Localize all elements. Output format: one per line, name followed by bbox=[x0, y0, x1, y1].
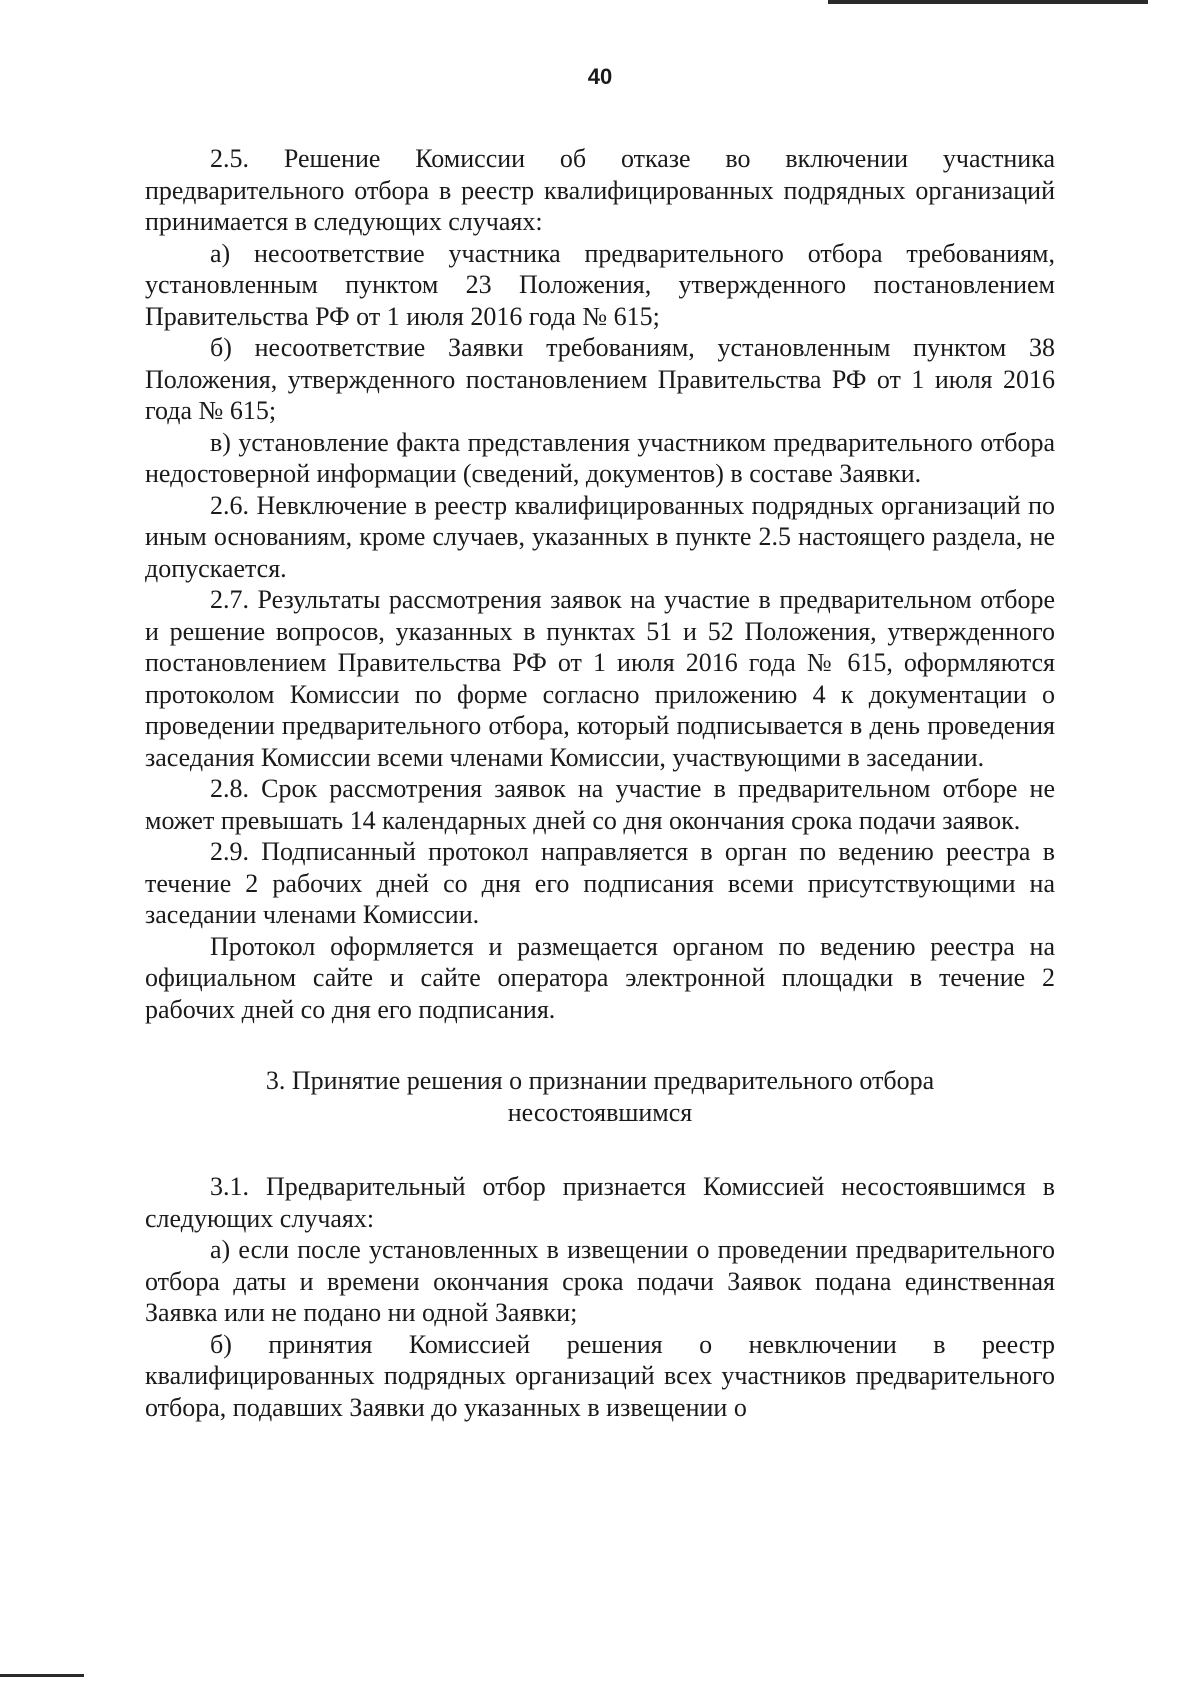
scan-edge-line bbox=[0, 1674, 84, 1677]
paragraph-2-9: 2.9. Подписанный протокол направляется в орган по ведению реестра в течение 2 рабочих дней со дня его подписания всеми присутствующими на заседании членами Комиссии. bbox=[145, 837, 1055, 929]
paragraph-3-1: 3.1. Предварительный отбор признается Комиссией несостоявшимся в следующих случаях: bbox=[145, 1172, 1055, 1233]
paragraph-2-5-v: в) установление факта представления участником предварительного отбора недостоверной информации (сведений, документов) в составе Заявки. bbox=[145, 427, 1055, 488]
scan-edge-line bbox=[828, 0, 1148, 4]
paragraph-3-1-a: а) если после установленных в извещении о проведении предварительного отбора даты и времени окончания срока подачи Заявок подана единственная Заявка или не подано ни одной Заявки; bbox=[145, 1235, 1055, 1327]
paragraph-2-5-a: а) несоответствие участника предварительного отбора требованиям, установленным пунктом 23 Положения, утвержденного постановлением Правительства РФ от 1 июля 2016 года № 615; bbox=[145, 238, 1055, 331]
document-body bbox=[145, 143, 1055, 1423]
section-3-heading: 3. Принятие решения о признании предварительного отбора несостоявшимся bbox=[265, 1066, 935, 1127]
paragraph-protocol: Протокол оформляется и размещается органом по ведению реестра на официальном сайте и сайте оператора электронной площадки в течение 2 рабочих дней со дня его подписания. bbox=[145, 931, 1055, 1024]
paragraph-2-7: 2.7. Результаты рассмотрения заявок на участие в предварительном отборе и решение вопросов, указанных в пунктах 51 и 52 Положения, утвержденного постановлением Правительства РФ от 1 июля 2016 года № 615, оформляются протоколом Комиссии по форме согласно приложению 4 к документации о проведении предварительного отбора, который подписывается в день проведения заседания Комиссии всеми членами Комиссии, участвующими в заседании. bbox=[145, 585, 1055, 772]
paragraph-2-5: 2.5. Решение Комиссии об отказе во включении участника предварительного отбора в реестр квалифицированных подрядных организаций принимается в следующих случаях: bbox=[145, 144, 1055, 236]
paragraph-2-8: 2.8. Срок рассмотрения заявок на участие в предварительном отборе не может превышать 14 календарных дней со дня окончания срока подачи заявок. bbox=[145, 774, 1055, 835]
paragraph-2-6: 2.6. Невключение в реестр квалифицированных подрядных организаций по иным основаниям, кроме случаев, указанных в пункте 2.5 настоящего раздела, не допускается. bbox=[145, 490, 1055, 583]
paragraph-3-1-b: б) принятия Комиссией решения о невключении в реестр квалифицированных подрядных организаций всех участников предварительного отбора, подавших Заявки до указанных в извещении о bbox=[145, 1329, 1055, 1422]
page-number: 40 bbox=[587, 64, 613, 89]
paragraph-2-5-b: б) несоответствие Заявки требованиям, установленным пунктом 38 Положения, утвержденного постановлением Правительства РФ от 1 июля 2016 года № 615; bbox=[145, 333, 1055, 425]
